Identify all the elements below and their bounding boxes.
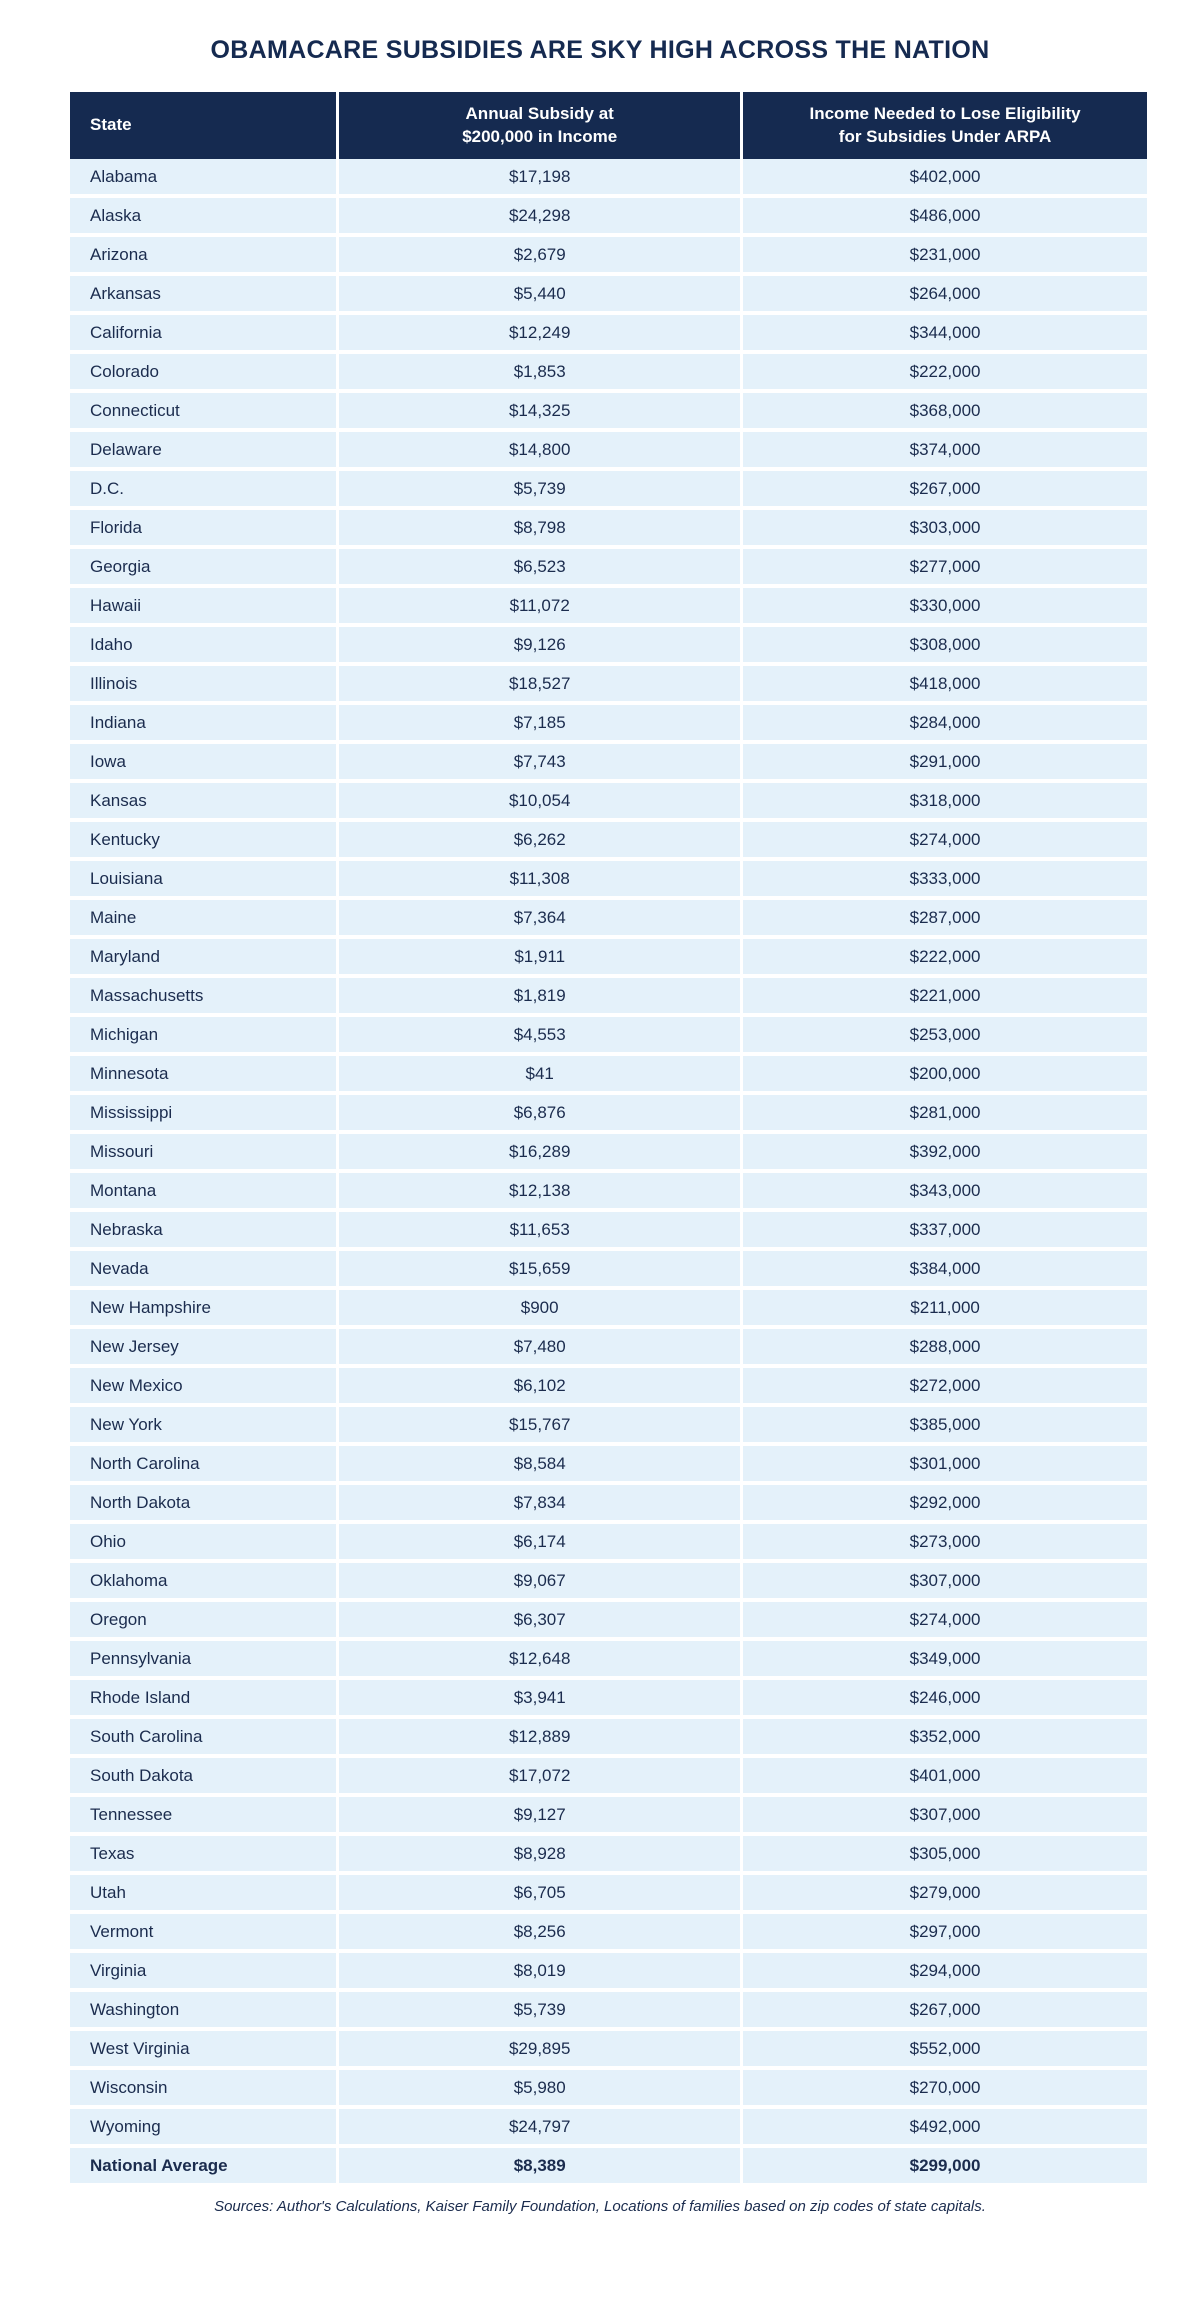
cell-income: $301,000 [909, 1453, 981, 1473]
cell-state: South Dakota [70, 1758, 339, 1793]
cell-state: Virginia [70, 1953, 339, 1988]
cell-income: $349,000 [909, 1648, 981, 1668]
cell-subsidy: $14,800 [339, 432, 743, 467]
cell-state: Oregon [70, 1602, 339, 1637]
column-header-income-line2: for Subsidies Under ARPA [838, 126, 1052, 146]
cell-subsidy: $24,797 [339, 2109, 743, 2144]
cell-subsidy: $11,653 [339, 1212, 743, 1247]
cell-income: $384,000 [909, 1258, 981, 1278]
cell-state: Massachusetts [70, 978, 339, 1013]
cell-income: $246,000 [909, 1687, 981, 1707]
table-row [70, 1485, 1147, 1520]
cell-state: North Carolina [70, 1446, 339, 1481]
cell-subsidy: $12,889 [339, 1719, 743, 1754]
cell-state: Montana [70, 1173, 339, 1208]
cell-subsidy: $1,911 [339, 939, 743, 974]
source-note: Sources: Author's Calculations, Kaiser Family Foundation, Locations of families based on zip codes of state capitals. [214, 2198, 986, 2215]
cell-subsidy: $16,289 [339, 1134, 743, 1169]
cell-income: $274,000 [909, 1609, 981, 1629]
cell-subsidy: $14,325 [339, 393, 743, 428]
cell-state: New Hampshire [70, 1290, 339, 1325]
cell-income: $486,000 [909, 205, 981, 225]
cell-subsidy: $8,584 [339, 1446, 743, 1481]
cell-state: Illinois [70, 666, 339, 701]
table-row [70, 2109, 1147, 2144]
cell-subsidy: $18,527 [339, 666, 743, 701]
cell-state: Arkansas [70, 276, 339, 311]
cell-income: $392,000 [909, 1141, 981, 1161]
cell-state: Kansas [70, 783, 339, 818]
cell-state: Wyoming [70, 2109, 339, 2144]
table-row [70, 2148, 1147, 2183]
cell-subsidy: $12,249 [339, 315, 743, 350]
cell-income: $368,000 [909, 400, 981, 420]
cell-subsidy: $6,876 [339, 1095, 743, 1130]
cell-income: $287,000 [909, 907, 981, 927]
table-row [70, 1602, 1147, 1637]
table-row [70, 1524, 1147, 1559]
cell-income: $418,000 [909, 673, 981, 693]
cell-income: $305,000 [909, 1843, 981, 1863]
cell-state: Alabama [70, 159, 339, 194]
cell-subsidy: $6,705 [339, 1875, 743, 1910]
cell-income: $267,000 [909, 1999, 981, 2019]
cell-income: $401,000 [909, 1765, 981, 1785]
cell-subsidy: $8,798 [339, 510, 743, 545]
cell-subsidy: $9,127 [339, 1797, 743, 1832]
cell-income: $277,000 [909, 556, 981, 576]
cell-subsidy: $11,072 [339, 588, 743, 623]
cell-state: Louisiana [70, 861, 339, 896]
table-header-row [70, 92, 1147, 159]
table-row [70, 1134, 1147, 1169]
table-row [70, 198, 1147, 233]
cell-state: Idaho [70, 627, 339, 662]
table-row [70, 1641, 1147, 1676]
cell-subsidy: $1,819 [339, 978, 743, 1013]
cell-income: $222,000 [909, 946, 981, 966]
cell-income: $222,000 [909, 361, 981, 381]
cell-subsidy: $15,767 [339, 1407, 743, 1442]
cell-income: $292,000 [909, 1492, 981, 1512]
cell-state: Ohio [70, 1524, 339, 1559]
cell-income: $303,000 [909, 517, 981, 537]
cell-subsidy: $1,853 [339, 354, 743, 389]
page-title: OBAMACARE SUBSIDIES ARE SKY HIGH ACROSS THE NATION [210, 36, 990, 64]
table-row [70, 627, 1147, 662]
cell-income: $318,000 [909, 790, 981, 810]
cell-subsidy: $900 [339, 1290, 743, 1325]
cell-income: $211,000 [910, 1297, 980, 1317]
cell-subsidy: $29,895 [339, 2031, 743, 2066]
cell-state: Delaware [70, 432, 339, 467]
cell-state: New Mexico [70, 1368, 339, 1403]
table-row [70, 1017, 1147, 1052]
cell-income: $374,000 [909, 439, 981, 459]
cell-subsidy: $7,743 [339, 744, 743, 779]
cell-income: $352,000 [909, 1726, 981, 1746]
table-row [70, 354, 1147, 389]
table-row [70, 1095, 1147, 1130]
cell-state: Iowa [70, 744, 339, 779]
column-header-income [743, 92, 1147, 159]
cell-state: Michigan [70, 1017, 339, 1052]
table-row [70, 1797, 1147, 1832]
cell-subsidy: $24,298 [339, 198, 743, 233]
table-row [70, 1563, 1147, 1598]
table-row [70, 1875, 1147, 1910]
table-row [70, 978, 1147, 1013]
cell-income: $552,000 [909, 2038, 981, 2058]
column-header-state: State [70, 92, 339, 159]
cell-state: Nebraska [70, 1212, 339, 1247]
cell-income: $284,000 [909, 712, 981, 732]
cell-subsidy: $41 [339, 1056, 743, 1091]
cell-subsidy: $4,553 [339, 1017, 743, 1052]
cell-state: New Jersey [70, 1329, 339, 1364]
cell-state: Mississippi [70, 1095, 339, 1130]
column-header-income-line1: Income Needed to Lose Eligibility [809, 103, 1081, 123]
cell-subsidy: $6,262 [339, 822, 743, 857]
table-row [70, 939, 1147, 974]
cell-income: $279,000 [909, 1882, 981, 1902]
cell-income: $294,000 [909, 1960, 981, 1980]
table-row [70, 549, 1147, 584]
cell-state: Utah [70, 1875, 339, 1910]
cell-subsidy: $6,523 [339, 549, 743, 584]
table-row [70, 588, 1147, 623]
table-row [70, 276, 1147, 311]
cell-subsidy: $15,659 [339, 1251, 743, 1286]
table-row [70, 783, 1147, 818]
cell-subsidy: $9,067 [339, 1563, 743, 1598]
cell-state: Washington [70, 1992, 339, 2027]
table-row [70, 432, 1147, 467]
cell-state: Maryland [70, 939, 339, 974]
cell-income: $307,000 [909, 1804, 981, 1824]
cell-subsidy: $8,256 [339, 1914, 743, 1949]
cell-income: $274,000 [909, 829, 981, 849]
cell-income: $402,000 [909, 166, 981, 186]
cell-income: $281,000 [909, 1102, 981, 1122]
cell-income: $272,000 [909, 1375, 981, 1395]
column-header-subsidy [339, 92, 743, 159]
cell-state: California [70, 315, 339, 350]
table-row [70, 2031, 1147, 2066]
cell-subsidy: $7,480 [339, 1329, 743, 1364]
cell-state: Wisconsin [70, 2070, 339, 2105]
column-header-subsidy-line2: $200,000 in Income [462, 126, 618, 146]
cell-income: $288,000 [909, 1336, 981, 1356]
cell-subsidy: $3,941 [339, 1680, 743, 1715]
cell-subsidy: $9,126 [339, 627, 743, 662]
table-row [70, 1368, 1147, 1403]
cell-subsidy: $5,980 [339, 2070, 743, 2105]
cell-income: $270,000 [909, 2077, 981, 2097]
cell-subsidy: $5,739 [339, 1992, 743, 2027]
cell-subsidy: $7,834 [339, 1485, 743, 1520]
cell-state: Arizona [70, 237, 339, 272]
cell-income: $273,000 [909, 1531, 981, 1551]
table-row [70, 1329, 1147, 1364]
cell-subsidy: $11,308 [339, 861, 743, 896]
table-row [70, 1212, 1147, 1247]
table-row [70, 1407, 1147, 1442]
cell-state: Kentucky [70, 822, 339, 857]
cell-state: Indiana [70, 705, 339, 740]
cell-subsidy: $6,102 [339, 1368, 743, 1403]
cell-subsidy: $12,138 [339, 1173, 743, 1208]
cell-state: Connecticut [70, 393, 339, 428]
cell-state: Georgia [70, 549, 339, 584]
table-row [70, 471, 1147, 506]
table-row [70, 1446, 1147, 1481]
cell-state: Colorado [70, 354, 339, 389]
cell-income: $200,000 [909, 1063, 981, 1083]
cell-income: $221,000 [909, 985, 981, 1005]
table-row [70, 1953, 1147, 1988]
cell-state: Vermont [70, 1914, 339, 1949]
cell-state: North Dakota [70, 1485, 339, 1520]
table-row [70, 744, 1147, 779]
cell-subsidy: $6,307 [339, 1602, 743, 1637]
column-header-subsidy-line1: Annual Subsidy at [465, 103, 614, 123]
table-row [70, 315, 1147, 350]
cell-state: Florida [70, 510, 339, 545]
cell-income: $333,000 [909, 868, 981, 888]
cell-income: $330,000 [909, 595, 981, 615]
cell-state: South Carolina [70, 1719, 339, 1754]
table-row [70, 666, 1147, 701]
cell-income: $297,000 [909, 1921, 981, 1941]
cell-state: West Virginia [70, 2031, 339, 2066]
table-row [70, 900, 1147, 935]
cell-income: $492,000 [909, 2116, 981, 2136]
table-row [70, 1719, 1147, 1754]
cell-income: $343,000 [909, 1180, 981, 1200]
cell-state: Maine [70, 900, 339, 935]
cell-state: New York [70, 1407, 339, 1442]
table-row [70, 1992, 1147, 2027]
table-row [70, 237, 1147, 272]
cell-state: Nevada [70, 1251, 339, 1286]
cell-subsidy: $5,440 [339, 276, 743, 311]
table-row [70, 1680, 1147, 1715]
cell-income: $299,000 [909, 2155, 981, 2175]
cell-subsidy: $6,174 [339, 1524, 743, 1559]
table-row [70, 1290, 1147, 1325]
cell-income: $231,000 [909, 244, 981, 264]
table-row [70, 705, 1147, 740]
cell-income: $337,000 [909, 1219, 981, 1239]
cell-income: $308,000 [909, 634, 981, 654]
cell-income: $264,000 [909, 283, 981, 303]
cell-subsidy: $7,185 [339, 705, 743, 740]
cell-state: Tennessee [70, 1797, 339, 1832]
cell-subsidy: $10,054 [339, 783, 743, 818]
table-row [70, 1836, 1147, 1871]
table-row [70, 822, 1147, 857]
table-row [70, 1251, 1147, 1286]
cell-subsidy: $8,019 [339, 1953, 743, 1988]
cell-income: $307,000 [909, 1570, 981, 1590]
table-row [70, 1758, 1147, 1793]
cell-income: $267,000 [909, 478, 981, 498]
cell-state: Alaska [70, 198, 339, 233]
table-row [70, 861, 1147, 896]
cell-state: Texas [70, 1836, 339, 1871]
cell-income: $344,000 [909, 322, 981, 342]
subsidy-table [70, 92, 1147, 2183]
cell-income: $385,000 [909, 1414, 981, 1434]
cell-state: Rhode Island [70, 1680, 339, 1715]
table-body [70, 159, 1147, 2183]
cell-subsidy: $7,364 [339, 900, 743, 935]
table-row [70, 510, 1147, 545]
table-row [70, 1914, 1147, 1949]
cell-subsidy: $17,198 [339, 159, 743, 194]
cell-subsidy: $2,679 [339, 237, 743, 272]
cell-income: $253,000 [909, 1024, 981, 1044]
cell-state: Minnesota [70, 1056, 339, 1091]
cell-state: Oklahoma [70, 1563, 339, 1598]
table-row [70, 1173, 1147, 1208]
cell-subsidy: $12,648 [339, 1641, 743, 1676]
cell-state: Missouri [70, 1134, 339, 1169]
table-row [70, 2070, 1147, 2105]
cell-subsidy: $8,389 [339, 2148, 743, 2183]
cell-state: National Average [70, 2148, 339, 2183]
table-row [70, 1056, 1147, 1091]
cell-subsidy: $17,072 [339, 1758, 743, 1793]
cell-subsidy: $5,739 [339, 471, 743, 506]
cell-state: Pennsylvania [70, 1641, 339, 1676]
table-row [70, 393, 1147, 428]
cell-state: Hawaii [70, 588, 339, 623]
table-row [70, 159, 1147, 194]
cell-subsidy: $8,928 [339, 1836, 743, 1871]
cell-state: D.C. [70, 471, 339, 506]
cell-income: $291,000 [909, 751, 981, 771]
